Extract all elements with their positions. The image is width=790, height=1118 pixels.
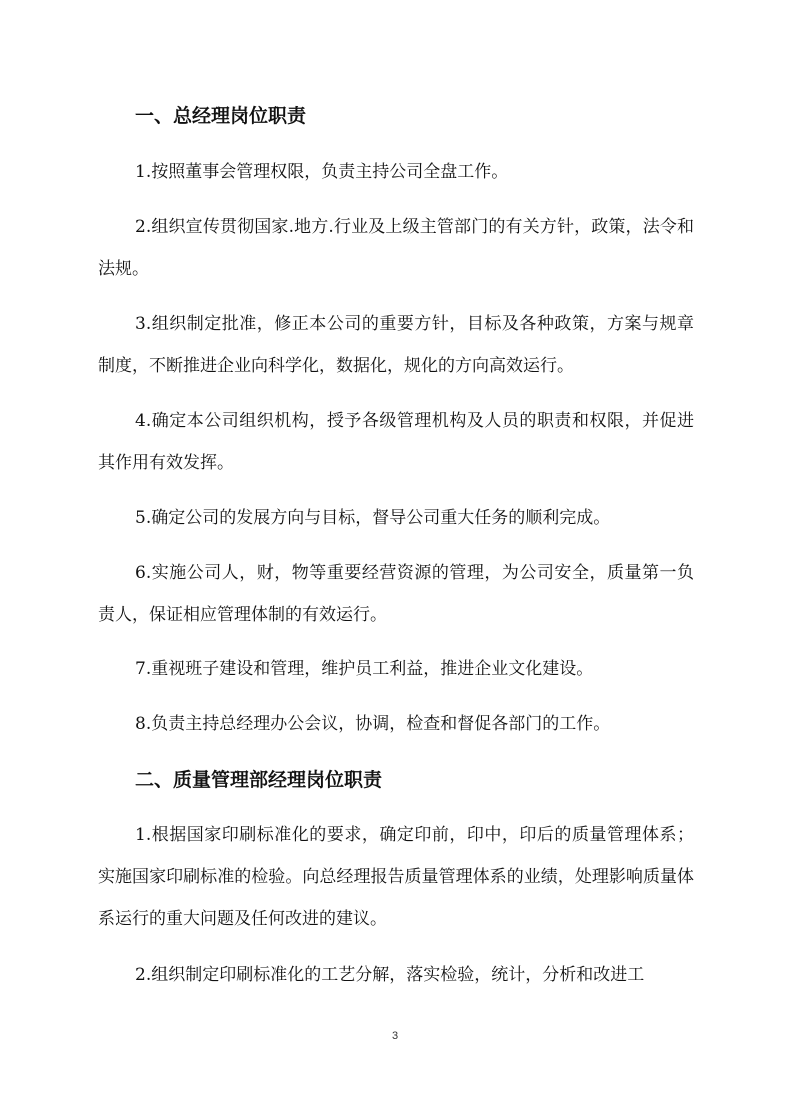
section-1-item-7: 7.重视班子建设和管理，维护员工利益，推进企业文化建设。 <box>135 659 594 679</box>
section-1-item-3: 3.组织制定批准，修正本公司的重要方针，目标及各种政策，方案与规章制度，不断推进企业向科学化，数据化，规化的方向高效运行。 <box>98 314 694 376</box>
section-1-item-1: 1.按照董事会管理权限，负责主持公司全盘工作。 <box>135 162 509 182</box>
page-number: 3 <box>391 1030 399 1042</box>
section-heading-2: 二、质量管理部经理岗位职责 <box>135 769 383 791</box>
section-1-item-8: 8.负责主持总经理办公会议，协调，检查和督促各部门的工作。 <box>135 714 611 734</box>
section-1-item-6: 6.实施公司人，财，物等重要经营资源的管理，为公司安全，质量第一负责人，保证相应管理体制的有效运行。 <box>98 563 694 625</box>
section-1-item-2: 2.组织宣传贯彻国家.地方.行业及上级主管部门的有关方针，政策，法令和法规。 <box>98 217 694 279</box>
section-2-item-1: 1.根据国家印刷标准化的要求，确定印前，印中，印后的质量管理体系；实施国家印刷标准的检验。向总经理报告质量管理体系的业绩，处理影响质量体系运行的重大问题及任何改进的建议。 <box>98 825 694 929</box>
section-2-item-2: 2.组织制定印刷标准化的工艺分解，落实检验，统计，分析和改进工 <box>135 965 645 985</box>
section-heading-1: 一、总经理岗位职责 <box>135 105 307 127</box>
section-1-item-5: 5.确定公司的发展方向与目标，督导公司重大任务的顺利完成。 <box>135 508 611 528</box>
section-1-item-4: 4.确定本公司组织机构，授予各级管理机构及人员的职责和权限，并促进其作用有效发挥。 <box>98 411 694 473</box>
